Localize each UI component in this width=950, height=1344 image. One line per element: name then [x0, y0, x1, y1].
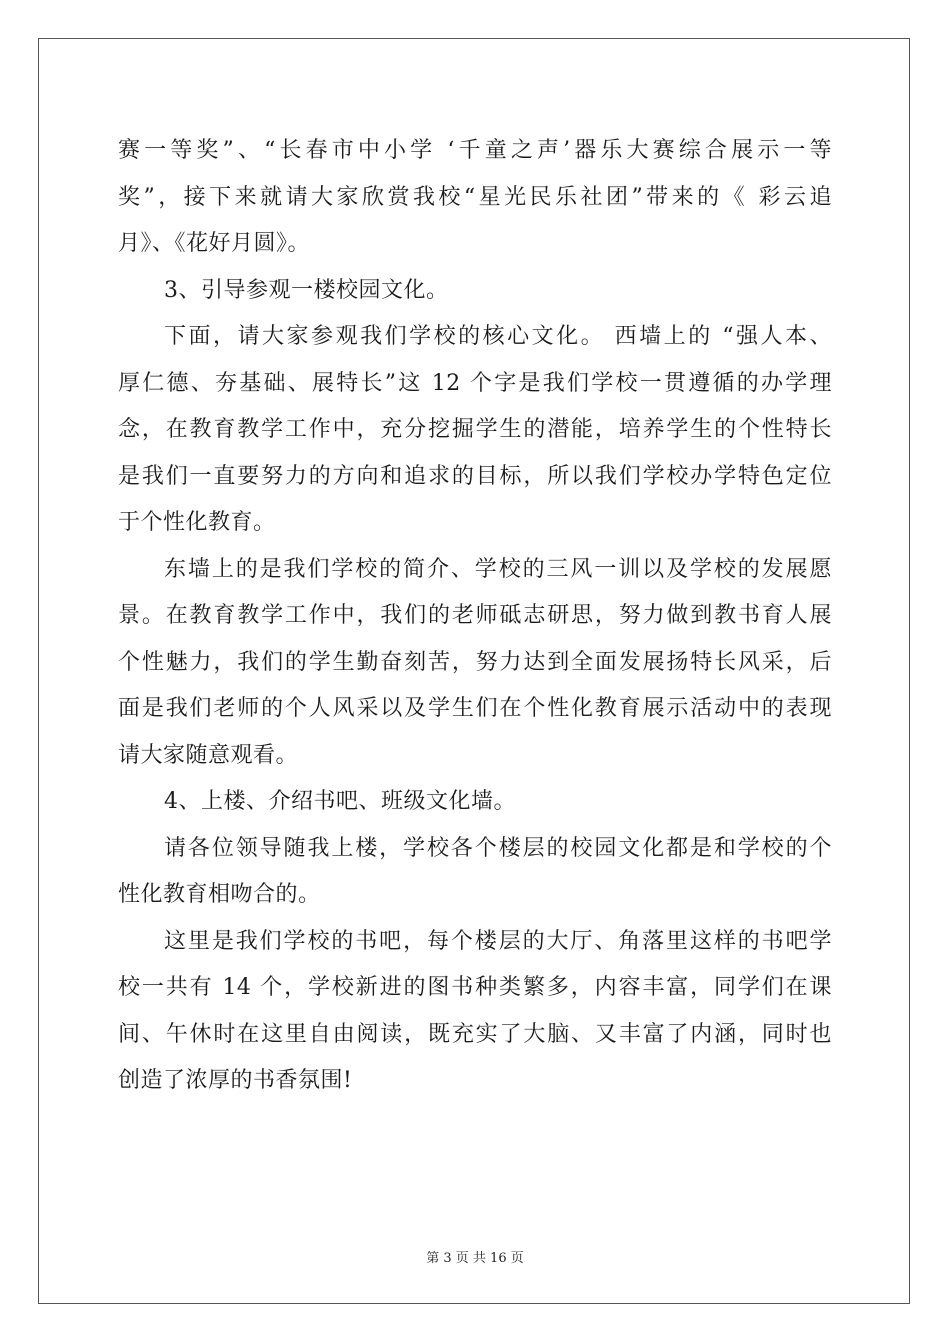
text-line: 于个性化教育。: [118, 510, 276, 535]
text-line: 是我们一直要努力的方向和追求的目标，所以我们学校办学特色定位: [118, 463, 832, 489]
text-line: 校一共有 14 个，学校新进的图书种类繁多，内容丰富，同学们在课: [118, 975, 832, 1000]
text-line: 东墙上的是我们学校的简介、学校的三风一训以及学校的发展愿: [164, 556, 832, 582]
text-line: 景。在教育教学工作中，我们的老师砥志研思，努力做到教书育人展: [118, 603, 832, 628]
text-line: 间、午休时在这里自由阅读，既充实了大脑、又丰富了内涵，同时也: [118, 1021, 832, 1047]
text-line: 厚仁德、夯基础、展特长”这 12 个字是我们学校一贯遵循的办学理: [118, 370, 832, 396]
text-line: 请各位领导随我上楼，学校各个楼层的校园文化都是和学校的个: [164, 835, 832, 861]
text-line: 这里是我们学校的书吧，每个楼层的大厅、角落里这样的书吧学: [164, 928, 832, 954]
text-line: 月》、《花好月圆》。: [118, 231, 311, 256]
text-line: 个性魅力，我们的学生勤奋刻苦，努力达到全面发展扬特长风采，后: [118, 649, 832, 675]
text-line: 下面，请大家参观我们学校的核心文化。 西墙上的 “强人本、: [164, 324, 832, 349]
text-line: 念，在教育教学工作中，充分挖掘学生的潜能，培养学生的个性特长: [118, 417, 832, 442]
text-line: 请大家随意观看。: [118, 742, 299, 768]
text-line: 创造了浓厚的书香氛围!: [118, 1068, 353, 1093]
section-heading: 3、引导参观一楼校园文化。: [164, 277, 449, 303]
document-body: [118, 128, 832, 1105]
text-line: 奖”，接下来就请大家欣赏我校“星光民乐社团”带来的《 彩云追: [118, 184, 832, 210]
text-line: 性化教育相吻合的。: [118, 882, 321, 907]
page-number-footer: 第 3 页 共 16 页: [426, 1251, 524, 1266]
text-line: 赛一等奖”、“长春市中小学 ‘千童之声’器乐大赛综合展示一等: [118, 138, 832, 163]
section-heading: 4、上楼、介绍书吧、班级文化墙。: [164, 789, 516, 814]
text-line: 面是我们老师的个人风采以及学生们在个性化教育展示活动中的表现: [118, 696, 832, 721]
